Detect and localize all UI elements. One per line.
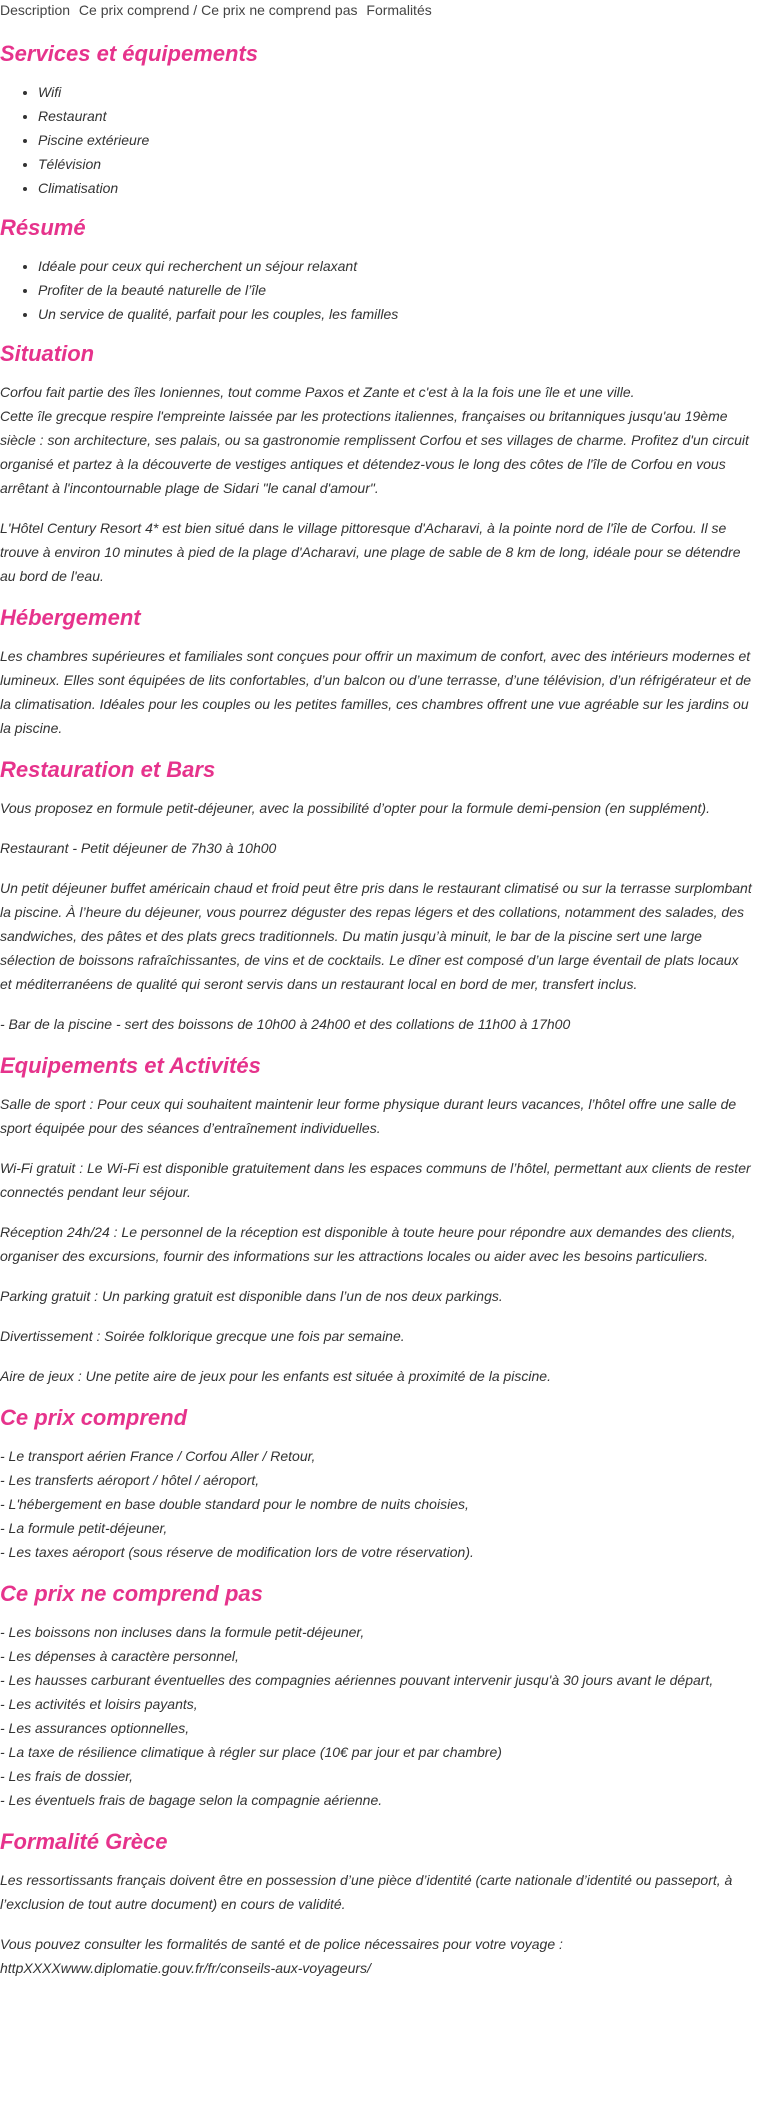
restauration-horaires: Restaurant - Petit déjeuner de 7h30 à 10h00 xyxy=(0,840,277,856)
list-item: • Profiter de la beauté naturelle de l’île xyxy=(38,278,752,302)
tab-prix[interactable]: Ce prix comprend / Ce prix ne comprend pas xyxy=(78,2,358,18)
list-item: - Les éventuels frais de bagage selon la compagnie aérienne. xyxy=(0,1792,383,1808)
restauration-formule: Vous proposez en formule petit-déjeuner, avec la possibilité d’opter pour la formule demi-pension (en supplément). xyxy=(0,800,710,816)
list-item: - La formule petit-déjeuner, xyxy=(0,1520,168,1536)
tab-bar xyxy=(0,0,752,20)
comprend-list xyxy=(0,1444,752,1564)
list-item: - Les transferts aéroport / hôtel / aéroport, xyxy=(0,1472,260,1488)
ne-comprend-title: Ce prix ne comprend pas xyxy=(0,1581,263,1606)
equipement-wifi: Wi-Fi gratuit : Le Wi-Fi est disponible gratuitement dans les espaces communs de l’hôtel, permettant aux clients de rester connectés pendant leur séjour. xyxy=(0,1160,751,1200)
equipement-parking: Parking gratuit : Un parking gratuit est disponible dans l’un de nos deux parkings. xyxy=(0,1288,503,1304)
situation-paragraph xyxy=(0,380,752,500)
list-item: • Wifi xyxy=(38,80,752,104)
situation-intro: Corfou fait partie des îles Ioniennes, tout comme Paxos et Zante et c'est à la la fois une île et une ville. xyxy=(0,384,635,400)
list-item: - Les frais de dossier, xyxy=(0,1768,134,1784)
equipement-sport: Salle de sport : Pour ceux qui souhaitent maintenir leur forme physique durant leurs vacances, l’hôtel offre une salle de sport équipée pour des séances d’entraînement individuelles. xyxy=(0,1096,737,1136)
list-item: • Climatisation xyxy=(38,176,752,200)
comprend-title: Ce prix comprend xyxy=(0,1405,188,1430)
restauration-section xyxy=(0,756,752,1036)
resume-list xyxy=(0,254,752,326)
resume-title: Résumé xyxy=(0,215,86,240)
list-item: • Piscine extérieure xyxy=(38,128,752,152)
list-item: • Idéale pour ceux qui recherchent un séjour relaxant xyxy=(38,254,752,278)
list-item: - La taxe de résilience climatique à régler sur place (10€ par jour et par chambre) xyxy=(0,1744,502,1760)
hebergement-title: Hébergement xyxy=(0,605,141,630)
restauration-title: Restauration et Bars xyxy=(0,757,216,782)
list-item: - Les boissons non incluses dans la formule petit-déjeuner, xyxy=(0,1624,365,1640)
list-item: • Télévision xyxy=(38,152,752,176)
list-item: • Un service de qualité, parfait pour les couples, les familles xyxy=(38,302,752,326)
list-item: - Les dépenses à caractère personnel, xyxy=(0,1648,239,1664)
restauration-description: Un petit déjeuner buffet américain chaud et froid peut être pris dans le restaurant climatisé ou sur la terrasse surplombant la piscine. À l’heure du déjeuner, vous pourrez déguster des repas légers et des collations, notamment des salades, des sandwiches, des pâtes et des plats grecs traditionnels. Du matin jusqu’à minuit, le bar de la piscine sert une large sélection de boissons rafraîchissantes, de vins et de cocktails. Le dîner est composé d’un large éventail de plats locaux et méditerranéens de qualité qui seront servis dans un restaurant local en bord de mer, transfert inclus. xyxy=(0,880,752,992)
resume-section xyxy=(0,214,752,326)
formalite-link[interactable]: httpXXXXwww.diplomatie.gouv.fr/fr/conseils-aux-voyageurs/ xyxy=(0,1960,371,1976)
situation-hotel: L'Hôtel Century Resort 4* est bien situé dans le village pittoresque d'Acharavi, à la pointe nord de l'île de Corfou. Il se trouve à environ 10 minutes à pied de la plage d'Acharavi, une plage de sable de 8 km de long, idéale pour se détendre au bord de l'eau. xyxy=(0,520,741,584)
list-item: - Les hausses carburant éventuelles des compagnies aériennes pouvant intervenir jusqu'à 30 jours avant le départ, xyxy=(0,1672,714,1688)
hebergement-paragraph: Les chambres supérieures et familiales sont conçues pour offrir un maximum de confort, avec des intérieurs modernes et lumineux. Elles sont équipées de lits confortables, d’un balcon ou d’une terrasse, d’une télévision, d’un réfrigérateur et de la climatisation. Idéales pour les couples ou les petites familles, ces chambres offrent une vue agréable sur les jardins ou la piscine. xyxy=(0,648,752,736)
list-item: - L'hébergement en base double standard pour le nombre de nuits choisies, xyxy=(0,1496,469,1512)
formalite-title: Formalité Grèce xyxy=(0,1829,168,1854)
list-item: - Les assurances optionnelles, xyxy=(0,1720,190,1736)
list-item: - Les activités et loisirs payants, xyxy=(0,1696,198,1712)
list-item: • Restaurant xyxy=(38,104,752,128)
restauration-bar: - Bar de la piscine - sert des boissons de 10h00 à 24h00 et des collations de 11h00 à 17h00 xyxy=(0,1016,571,1032)
situation-history: Cette île grecque respire l'empreinte laissée par les protections italiennes, françaises ou britanniques jusqu'au 19ème siècle : son architecture, ses palais, ou sa gastronomie remplissent Corfou et ses villages de charme. Profitez d'un circuit organisé et partez à la découverte de vestiges antiques et détendez-vous le long des côtes de l'île de Corfou en vous arrêtant à l'incontournable plage de Sidari "le canal d'amour". xyxy=(0,408,749,496)
formalite-consulter xyxy=(0,1932,752,1980)
hebergement-section xyxy=(0,604,752,740)
equipement-divertissement: Divertissement : Soirée folklorique grecque une fois par semaine. xyxy=(0,1328,405,1344)
equipements-title: Equipements et Activités xyxy=(0,1053,261,1078)
formalite-section xyxy=(0,1828,752,1980)
ne-comprend-section xyxy=(0,1580,752,1812)
tab-formalites[interactable]: Formalités xyxy=(366,2,432,18)
formalite-consulter-text: Vous pouvez consulter les formalités de santé et de police nécessaires pour votre voyage : xyxy=(0,1936,563,1952)
comprend-section xyxy=(0,1404,752,1564)
situation-title: Situation xyxy=(0,341,95,366)
list-item: - Les taxes aéroport (sous réserve de modification lors de votre réservation). xyxy=(0,1544,474,1560)
list-item: - Le transport aérien France / Corfou Aller / Retour, xyxy=(0,1448,316,1464)
services-section xyxy=(0,40,752,200)
ne-comprend-list xyxy=(0,1620,752,1812)
situation-section xyxy=(0,340,752,588)
equipement-aire-de-jeux: Aire de jeux : Une petite aire de jeux pour les enfants est située à proximité de la piscine. xyxy=(0,1368,551,1384)
services-list xyxy=(0,80,752,200)
formalite-identite: Les ressortissants français doivent être en possession d’une pièce d’identité (carte nationale d’identité ou passeport, à l’exclusion de tout autre document) en cours de validité. xyxy=(0,1872,733,1912)
services-title: Services et équipements xyxy=(0,41,259,66)
equipement-reception: Réception 24h/24 : Le personnel de la réception est disponible à toute heure pour répondre aux demandes des clients, organiser des excursions, fournir des informations sur les attractions locales ou aider avec les besoins particuliers. xyxy=(0,1224,736,1264)
tab-description[interactable]: Description xyxy=(0,2,71,18)
equipements-section xyxy=(0,1052,752,1388)
